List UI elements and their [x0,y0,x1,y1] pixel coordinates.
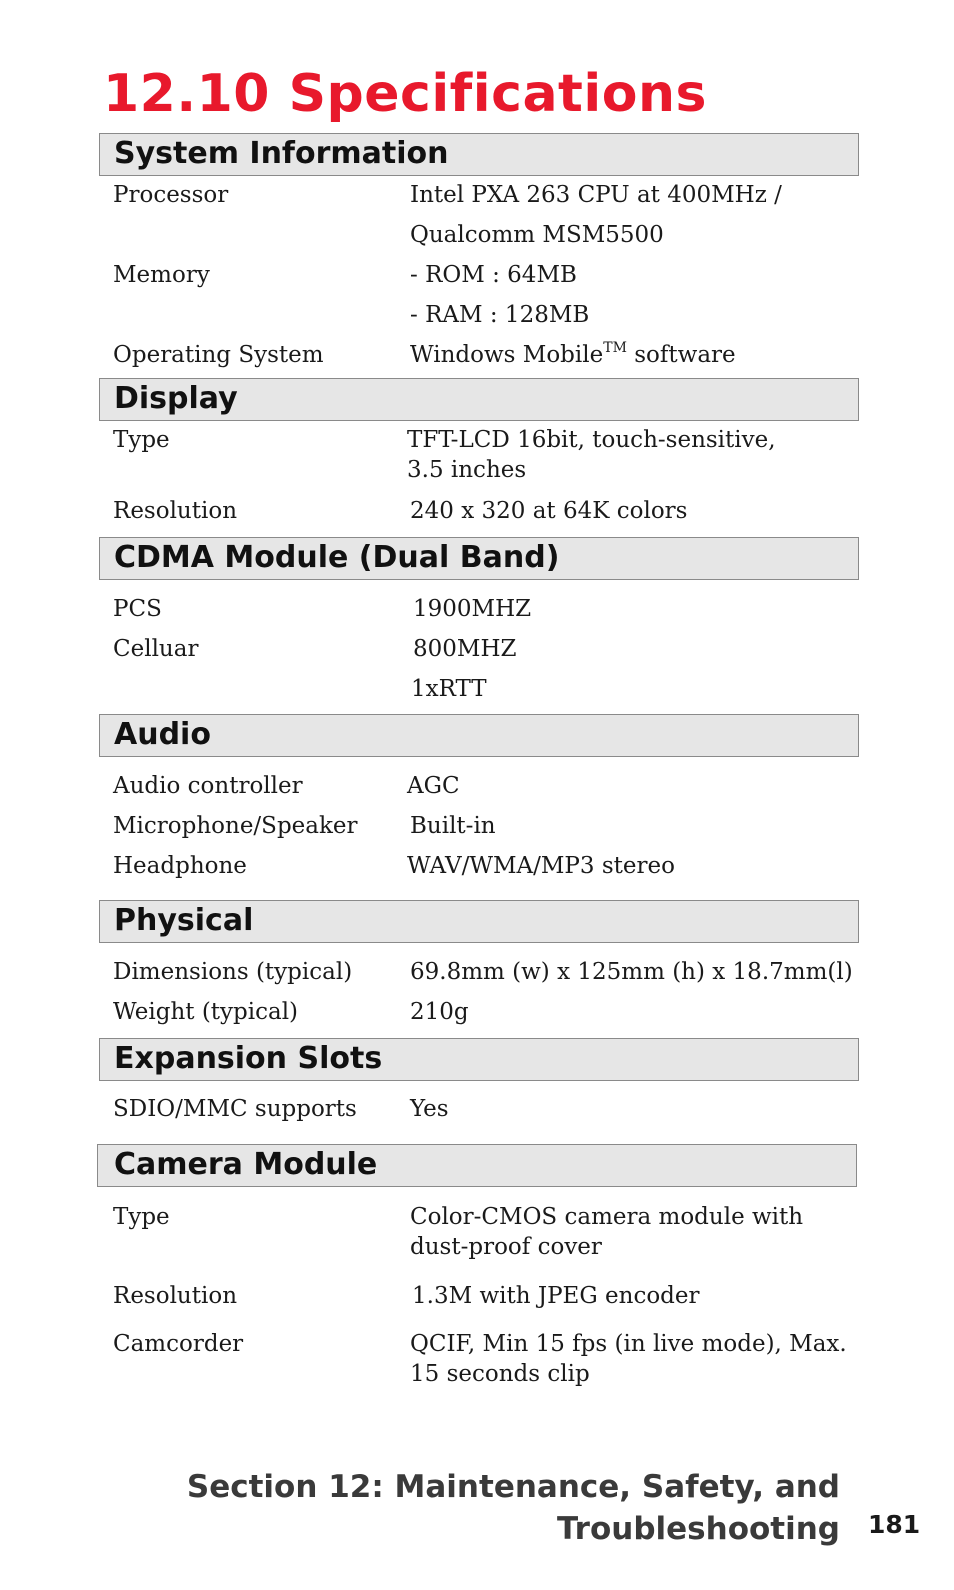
spec-label: Memory [113,262,210,288]
footer-line: Section 12: Maintenance, Safety, and [186,1469,840,1505]
spec-value: Intel PXA 263 CPU at 400MHz / [410,182,782,208]
footer-section-title [187,1466,840,1550]
section-physical [99,900,859,1025]
os-suffix: software [626,342,736,368]
spec-value: 69.8mm (w) x 125mm (h) x 18.7mm(l) [410,959,853,985]
section-heading: Audio [99,714,859,757]
spec-label: Type [113,1204,170,1230]
page-number: 181 [868,1510,921,1539]
spec-value: 210g [410,999,469,1025]
section-heading: System Information [99,133,859,176]
section-cdma-module [99,537,859,702]
page-title: 12.10 Specifications [103,64,707,124]
section-heading: Camera Module [97,1144,857,1187]
spec-label: Microphone/Speaker [113,813,358,839]
spec-value: Color-CMOS camera module with dust-proof cover [410,1204,804,1260]
spec-value: 800MHZ [413,636,517,662]
section-system-information [99,133,859,368]
section-heading: CDMA Module (Dual Band) [99,537,859,580]
spec-label: PCS [113,596,162,622]
spec-value: 240 x 320 at 64K colors [410,498,688,524]
footer-line: Troubleshooting [556,1511,840,1547]
section-camera-module [97,1144,857,1387]
trademark: TM [603,340,627,356]
spec-label: SDIO/MMC supports [113,1096,357,1122]
spec-value: Built-in [410,813,496,839]
spec-label: Celluar [113,636,199,662]
spec-value: 1.3M with JPEG encoder [412,1283,700,1309]
spec-label: Headphone [113,853,247,879]
spec-value: 1900MHZ [413,596,532,622]
spec-label: Operating System [113,342,324,368]
spec-label: Type [113,427,170,453]
spec-label: Resolution [113,498,238,524]
spec-value: - ROM : 64MB [410,262,577,288]
section-heading: Expansion Slots [99,1038,859,1081]
section-expansion-slots [99,1038,859,1122]
spec-value: WAV/WMA/MP3 stereo [407,853,675,879]
spec-value: - RAM : 128MB [410,302,590,328]
spec-label: Processor [113,182,229,208]
spec-value: TFT-LCD 16bit, touch-sensitive, 3.5 inches [407,427,776,483]
spec-value [410,340,870,370]
section-heading: Display [99,378,859,421]
os-name: Windows Mobile [410,342,604,368]
spec-value: Qualcomm MSM5500 [410,222,664,248]
spec-label: Dimensions (typical) [113,959,353,985]
spec-value: AGC [407,773,460,799]
spec-value: QCIF, Min 15 fps (in live mode), Max. 15 seconds clip [410,1331,847,1387]
spec-value: 1xRTT [411,676,487,702]
section-display [99,378,859,524]
spec-label: Weight (typical) [113,999,299,1025]
spec-label: Resolution [113,1283,238,1309]
spec-value: Yes [410,1096,449,1122]
section-audio [99,714,859,879]
spec-label: Camcorder [113,1331,244,1357]
spec-label: Audio controller [113,773,303,799]
section-heading: Physical [99,900,859,943]
